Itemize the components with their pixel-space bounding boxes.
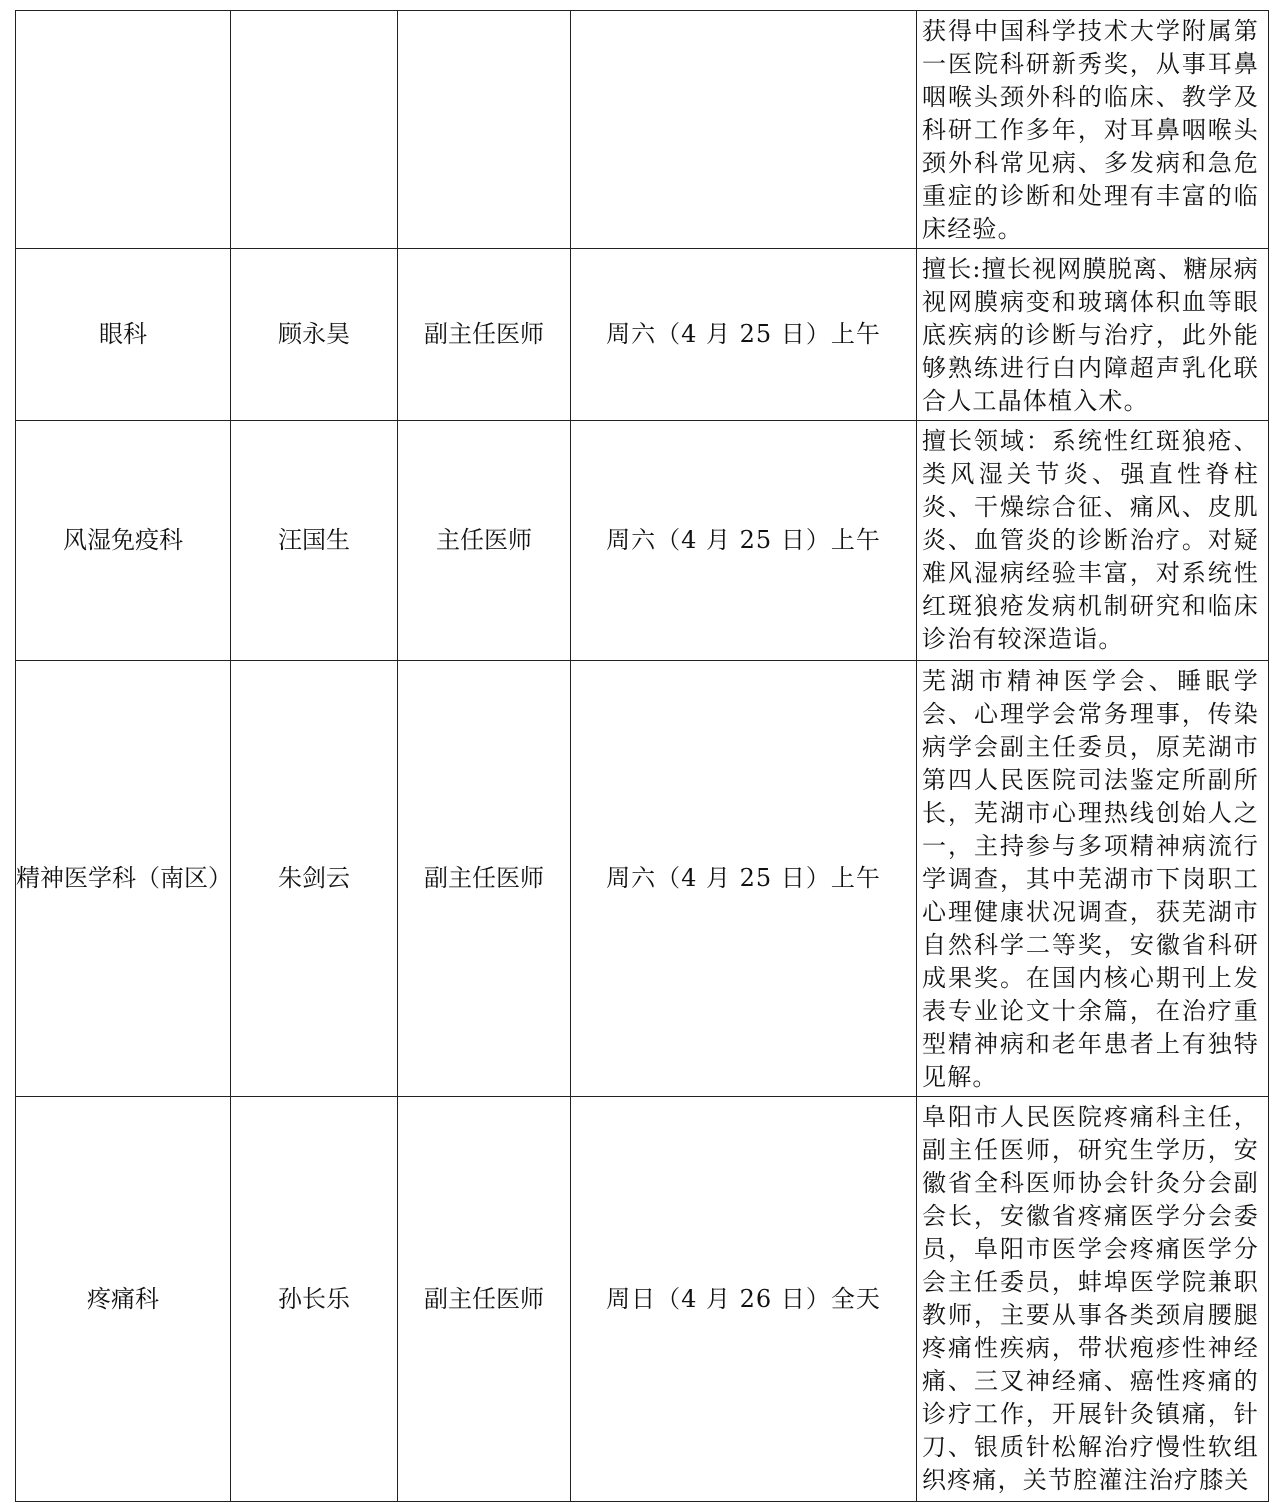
clinic-time-cell: 周六（4 月 25 日）上午 xyxy=(571,661,917,1097)
doctor-bio-cell: 获得中国科学技术大学附属第一医院科研新秀奖，从事耳鼻咽喉头颈外科的临床、教学及科研工作多年，对耳鼻咽喉头颈外科常见病、多发病和急危重症的诊断和处理有丰富的临床经验。 xyxy=(917,11,1269,249)
doctor-name-cell: 汪国生 xyxy=(231,421,398,661)
doctor-name-cell: 孙长乐 xyxy=(231,1097,398,1502)
table-row xyxy=(16,11,1269,249)
department-cell: 眼科 xyxy=(16,249,231,421)
doctor-title-cell xyxy=(398,11,571,249)
table-row xyxy=(16,249,1269,421)
clinic-time-cell xyxy=(571,11,917,249)
doctor-title-cell: 副主任医师 xyxy=(398,661,571,1097)
doctor-schedule-table xyxy=(15,10,1269,1502)
clinic-time-cell: 周日（4 月 26 日）全天 xyxy=(571,1097,917,1502)
doctor-title-cell: 主任医师 xyxy=(398,421,571,661)
department-cell xyxy=(16,11,231,249)
department-cell: 精神医学科（南区） xyxy=(16,661,231,1097)
doctor-bio-cell: 芜湖市精神医学会、睡眠学会、心理学会常务理事，传染病学会副主任委员，原芜湖市第四人民医院司法鉴定所副所长，芜湖市心理热线创始人之一，主持参与多项精神病流行学调查，其中芜湖市下岗职工心理健康状况调查，获芜湖市自然科学二等奖，安徽省科研成果奖。在国内核心期刊上发表专业论文十余篇，在治疗重型精神病和老年患者上有独特见解。 xyxy=(917,661,1269,1097)
doctor-bio-cell: 擅长领域：系统性红斑狼疮、类风湿关节炎、强直性脊柱炎、干燥综合征、痛风、皮肌炎、血管炎的诊断治疗。对疑难风湿病经验丰富，对系统性红斑狼疮发病机制研究和临床诊治有较深造诣。 xyxy=(917,421,1269,661)
table-row xyxy=(16,421,1269,661)
doctor-title-cell: 副主任医师 xyxy=(398,1097,571,1502)
doctor-name-cell xyxy=(231,11,398,249)
doctor-title-cell: 副主任医师 xyxy=(398,249,571,421)
table-row xyxy=(16,661,1269,1097)
doctor-name-cell: 朱剑云 xyxy=(231,661,398,1097)
department-cell: 风湿免疫科 xyxy=(16,421,231,661)
doctor-bio-cell: 阜阳市人民医院疼痛科主任，副主任医师，研究生学历，安徽省全科医师协会针灸分会副会长，安徽省疼痛医学分会委员，阜阳市医学会疼痛医学分会主任委员，蚌埠医学院兼职教师，主要从事各类颈肩腰腿疼痛性疾病，带状疱疹性神经痛、三叉神经痛、癌性疼痛的诊疗工作，开展针灸镇痛，针刀、银质针松解治疗慢性软组织疼痛，关节腔灌注治疗膝关 xyxy=(917,1097,1269,1502)
doctor-bio-cell: 擅长:擅长视网膜脱离、糖尿病视网膜病变和玻璃体积血等眼底疾病的诊断与治疗，此外能够熟练进行白内障超声乳化联合人工晶体植入术。 xyxy=(917,249,1269,421)
doctor-name-cell: 顾永昊 xyxy=(231,249,398,421)
clinic-time-cell: 周六（4 月 25 日）上午 xyxy=(571,421,917,661)
clinic-time-cell: 周六（4 月 25 日）上午 xyxy=(571,249,917,421)
department-cell: 疼痛科 xyxy=(16,1097,231,1502)
table-row xyxy=(16,1097,1269,1502)
